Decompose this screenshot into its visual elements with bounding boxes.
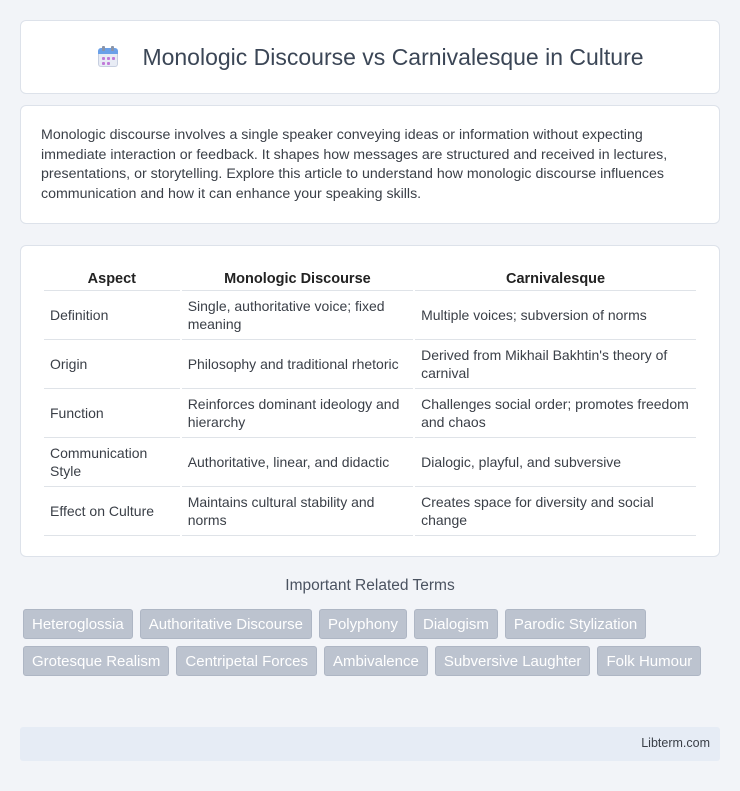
table-row xyxy=(44,389,696,438)
table-cell: Dialogic, playful, and subversive xyxy=(415,438,696,487)
calendar-icon xyxy=(96,45,120,69)
footer xyxy=(20,727,720,761)
tag-heteroglossia[interactable]: Heteroglossia xyxy=(23,609,133,639)
tag-polyphony[interactable]: Polyphony xyxy=(319,609,407,639)
comparison-card xyxy=(20,245,720,557)
intro-card xyxy=(20,105,720,224)
header-aspect: Aspect xyxy=(44,266,180,291)
table-header-row xyxy=(44,266,696,291)
related-terms-title: Important Related Terms xyxy=(285,577,455,594)
table-row xyxy=(44,291,696,340)
table-cell: Definition xyxy=(44,291,180,340)
table-cell: Effect on Culture xyxy=(44,487,180,536)
table-cell: Creates space for diversity and social change xyxy=(415,487,696,536)
intro-text: Monologic discourse involves a single speaker conveying ideas or information without expecting immediate interaction or feedback. It shapes how messages are structured and received in lectures, presentations, or storytelling. Explore this article to understand how monologic discourse influences communication and how it can enhance your speaking skills. xyxy=(41,127,668,202)
table-cell: Authoritative, linear, and didactic xyxy=(182,438,413,487)
header-card xyxy=(20,20,720,94)
table-row xyxy=(44,340,696,389)
title-wrap xyxy=(96,44,643,71)
table-cell: Single, authoritative voice; fixed meaning xyxy=(182,291,413,340)
tag-centripetal-forces[interactable]: Centripetal Forces xyxy=(176,646,317,676)
tag-subversive-laughter[interactable]: Subversive Laughter xyxy=(435,646,591,676)
table-row xyxy=(44,487,696,536)
tag-ambivalence[interactable]: Ambivalence xyxy=(324,646,428,676)
table-cell: Communication Style xyxy=(44,438,180,487)
tag-dialogism[interactable]: Dialogism xyxy=(414,609,498,639)
table-cell: Origin xyxy=(44,340,180,389)
footer-site-link[interactable]: Libterm.com xyxy=(641,736,710,750)
table-cell: Challenges social order; promotes freedom and chaos xyxy=(415,389,696,438)
table-row xyxy=(44,438,696,487)
related-terms-list xyxy=(23,609,713,676)
table-cell: Maintains cultural stability and norms xyxy=(182,487,413,536)
table-cell: Multiple voices; subversion of norms xyxy=(415,291,696,340)
table-cell: Reinforces dominant ideology and hierarchy xyxy=(182,389,413,438)
comparison-table xyxy=(42,266,698,536)
header-monologic: Monologic Discourse xyxy=(182,266,413,291)
tag-grotesque-realism[interactable]: Grotesque Realism xyxy=(23,646,169,676)
table-cell: Function xyxy=(44,389,180,438)
table-cell: Derived from Mikhail Bakhtin's theory of carnival xyxy=(415,340,696,389)
page-title: Monologic Discourse vs Carnivalesque in Culture xyxy=(142,43,644,70)
tag-authoritative-discourse[interactable]: Authoritative Discourse xyxy=(140,609,312,639)
header-carnivalesque: Carnivalesque xyxy=(415,266,696,291)
tag-folk-humour[interactable]: Folk Humour xyxy=(597,646,701,676)
table-cell: Philosophy and traditional rhetoric xyxy=(182,340,413,389)
tag-parodic-stylization[interactable]: Parodic Stylization xyxy=(505,609,646,639)
